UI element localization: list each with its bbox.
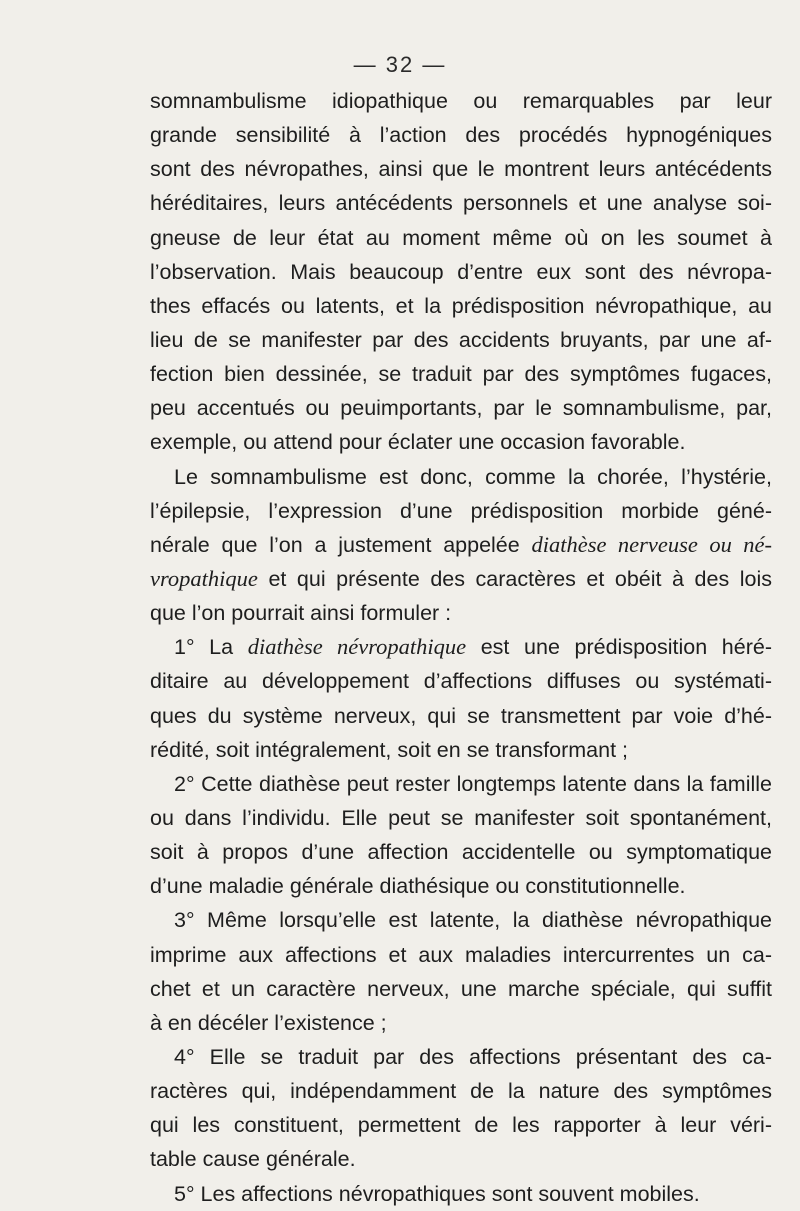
line-text: qui les constituent, permettent de les rapporter à leur véri-: [150, 1113, 772, 1138]
line-text: soit à propos d’une affection accidentelle ou symptomatique: [150, 840, 772, 865]
line-text: fection bien dessinée, se traduit par des symptômes fugaces,: [150, 362, 772, 387]
line-text: à en décéler l’existence ;: [150, 1010, 387, 1035]
line-text: l’observation. Mais beaucoup d’entre eux sont des névropa-: [150, 259, 772, 284]
text-line: [150, 1074, 772, 1108]
text-line: [150, 630, 772, 664]
text-line: [150, 118, 772, 152]
line-text: thes effacés ou latents, et la prédisposition névropathique, au: [150, 293, 772, 318]
text-line: [150, 494, 772, 528]
text-line: [150, 255, 772, 289]
line-text: est une prédisposition héré-: [466, 635, 772, 660]
line-text: 2° Cette diathèse peut rester longtemps latente dans la famille: [174, 771, 772, 796]
line-text: et qui présente des caractères et obéit à des lois: [257, 566, 772, 591]
text-line: [150, 835, 772, 869]
line-text: Le somnambulisme est donc, comme la chorée, l’hystérie,: [174, 464, 772, 489]
line-text: 3° Même lorsqu’elle est latente, la diathèse névropathique: [174, 908, 772, 933]
text-line: [150, 869, 772, 903]
text-line: [150, 562, 772, 596]
text-line: [150, 972, 772, 1006]
text-line: [150, 323, 772, 357]
italic-text: vropathique: [150, 565, 258, 591]
line-text: rédité, soit intégralement, soit en se transformant ;: [150, 737, 629, 762]
text-line: [150, 84, 772, 118]
page-number: — 32 —: [353, 52, 447, 77]
body-text: [150, 84, 772, 1211]
text-line: [150, 1108, 772, 1142]
line-text: chet et un caractère nerveux, une marche spéciale, qui suffit: [150, 976, 772, 1001]
text-line: [150, 186, 772, 220]
text-line: [150, 152, 772, 186]
line-text: sont des névropathes, ainsi que le montrent leurs antécédents: [150, 157, 772, 182]
text-line: [150, 289, 772, 323]
text-line: [150, 767, 772, 801]
text-line: [150, 903, 772, 937]
line-text: ditaire au développement d’affections diffuses ou systémati-: [150, 669, 772, 694]
text-line: [150, 221, 772, 255]
line-text: ractères qui, indépendamment de la nature des symptômes: [150, 1079, 772, 1104]
italic-text: diathèse nerveuse ou né-: [531, 531, 772, 557]
text-line: [150, 1006, 772, 1040]
line-text: l’épilepsie, l’expression d’une prédisposition morbide géné-: [150, 498, 772, 523]
text-line: [150, 460, 772, 494]
text-line: [150, 391, 772, 425]
line-text: 1° La: [174, 635, 248, 660]
italic-text: diathèse névropathique: [247, 634, 467, 660]
text-line: [150, 1040, 772, 1074]
line-text: gneuse de leur état au moment même où on les soumet à: [150, 225, 772, 250]
line-text: héréditaires, leurs antécédents personnels et une analyse soi-: [150, 191, 772, 216]
line-text: exemple, ou attend pour éclater une occasion favorable.: [150, 430, 686, 455]
text-line: [150, 596, 772, 630]
line-text: d’une maladie générale diathésique ou constitutionnelle.: [150, 874, 686, 899]
line-text: 5° Les affections névropathiques sont souvent mobiles.: [174, 1181, 700, 1206]
text-line: [150, 699, 772, 733]
line-text: peu accentués ou peuimportants, par le somnambulisme, par,: [150, 396, 772, 421]
line-text: 4° Elle se traduit par des affections présentant des ca-: [174, 1044, 772, 1069]
line-text: nérale que l’on a justement appelée: [150, 532, 532, 557]
text-line: [150, 664, 772, 698]
line-text: imprime aux affections et aux maladies intercurrentes un ca-: [150, 942, 772, 967]
text-line: [150, 357, 772, 391]
text-line: [150, 528, 772, 562]
line-text: grande sensibilité à l’action des procédés hypnogéniques: [150, 123, 772, 148]
text-line: [150, 1177, 772, 1211]
line-text: somnambulisme idiopathique ou remarquables par leur: [150, 89, 772, 113]
line-text: ques du système nerveux, qui se transmettent par voie d’hé-: [150, 703, 772, 728]
text-line: [150, 801, 772, 835]
line-text: que l’on pourrait ainsi formuler :: [150, 601, 452, 626]
line-text: ou dans l’individu. Elle peut se manifester soit spontanément,: [150, 805, 772, 830]
text-line: [150, 733, 772, 767]
text-line: [150, 938, 772, 972]
line-text: lieu de se manifester par des accidents bruyants, par une af-: [150, 327, 772, 352]
text-line: [150, 425, 772, 459]
text-line: [150, 1142, 772, 1176]
line-text: table cause générale.: [150, 1147, 356, 1172]
